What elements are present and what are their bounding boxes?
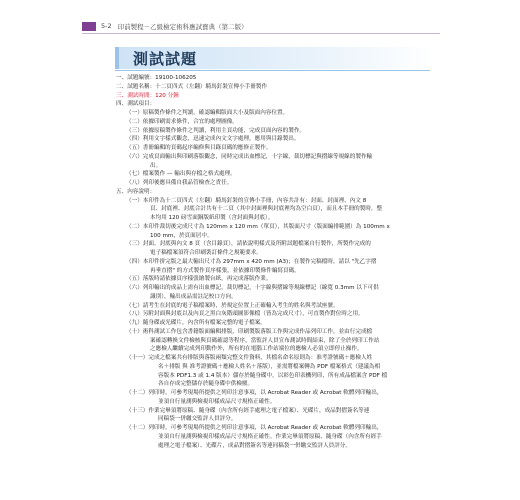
text-line: （十二）列印時，可參考現場所提供之列印注意事項，以 Acrobat Reader 或 Acrobat 軟體列印輸出， <box>126 390 383 396</box>
text-line: （十三）作業完畢須將原稿、隨身碟（內含所有經手處理之電子檔案）、光碟片，成品對摺簽名等連 <box>126 407 370 414</box>
text-line: （六）列印輸出的成品上需有出血標記，裁切標記，十字線與摺線等規線標記（線寬 0.3mm 以下可供 <box>126 285 379 291</box>
text-line: （七）檔案製作 — 輸出與存檔之格式處理。 <box>126 171 236 178</box>
text-line: 一、試題編號：19100-106205 <box>116 75 197 81</box>
section-title-band <box>115 47 434 69</box>
text-line: （十二）列印時，可參考現場所提供之列印注意事項，以 Acrobat Reader 或 Acrobat 軟體列印輸出， <box>126 425 383 431</box>
text-line: （四）本印件拼完版之最大輸出尺寸為 297mm x 420 mm (A3)；在製作完稿檔時，請以 "先乙字摺 <box>126 258 377 265</box>
text-line: 同稿袋一併繳交監評人員評分。 <box>158 416 237 423</box>
section-title: 測試試題 <box>133 50 198 68</box>
text-line: 五、內容說明： <box>116 188 156 195</box>
text-line: （八）列印後應具備自我品管檢查之責任。 <box>126 180 233 186</box>
text-line: 電子稿檔案須符合印刷裝訂條件之規範要求。 <box>150 250 262 256</box>
page-number: 5-2 <box>101 22 112 30</box>
text-line: 並須自行量測與檢視印樣成品尺寸規格正確性。作業完畢須將原稿、隨身碟（內含所有經手 <box>158 433 382 440</box>
text-line: 識別），輸出成品需註記校口方向。 <box>150 293 237 300</box>
text-line: 100 mm，於頁面居中。 <box>150 232 213 239</box>
page-header <box>82 20 248 32</box>
text-line: （五）書冊編輯的頁碼起序編修與目錄頁碼的應修正製作。 <box>126 145 272 151</box>
text-line: （八）另附封面與封底以及內頁之黑白灰階頭圖影像檔（皆為完成尺寸），可直製作對位時之用。 <box>126 311 364 318</box>
text-line: （七）請考生在封底的電子稿檔案時，於規定位置上正確輸入考生的姓名與考試座號。 <box>126 302 339 309</box>
text-line: 容版本 PDF1.3 或 1.4 版本）儲存於隨身碟中，以彩色印表機列印，所有成品檔案含 PDF 檔 <box>158 372 388 379</box>
text-line: （三）封面、封底與內文 8 頁（含目錄頁），請依說明樣式及所附試題檔案自行製作，所製作完成的 <box>126 241 371 248</box>
text-line: （一）本印件為十二頁四式（左翻）騎馬釘裝的宣傳小手冊，內容共計有：封面、封面裡、內文 8 <box>126 197 367 204</box>
title-divider <box>115 70 430 71</box>
text-line: （一）原稿製作條件之判讀，確認編輯版面大小及版面內容位置。 <box>126 110 289 116</box>
text-line: 二、試題名稱：十二頁四式（左翻）騎馬釘裝宣傳小手冊製作 <box>116 83 268 90</box>
text-line: 頁、封底裡、封底合計共有十二頁（其中封面裡與封底裡均為空白頁），而且本手冊的製時，整 <box>150 206 383 213</box>
text-line: 出。 <box>150 162 162 169</box>
text-line: 之應檢人繼續完成列印動作外，所有的在電腦工作站端位的應檢人必須立即停止操作。 <box>150 346 363 353</box>
text-line: （二）本印件裁切後完成尺寸為 120mm x 120 mm（單頁），其版面尺寸（版面編排範圍）為 100mm x <box>126 223 390 230</box>
text-line: （三）依據原稿製作條件之判讀，利用主頁功能，完成頁面內容的製作。 <box>126 127 306 134</box>
text-line: （九）隨身碟或光碟片，內含所有檔案完整的電子檔案。 <box>126 320 266 326</box>
text-line: （十）術科測試工作包含書籍版面編輯排版，印刷製版落版工作與完成作品列印工作，並由行完成檔 <box>126 328 373 335</box>
text-line: （四）利用文字樣式觀念，迅速完成內文文字處理，應用與目錄製出。 <box>126 136 300 143</box>
text-line: 再垂直摺" 的方式製作頁序樣張，並依據印製條件編寫頁碼。 <box>150 267 300 274</box>
text-line: 處理之電子檔案）、光碟片，成品對摺簽名等連同稿袋一併繳交監評人員評分。 <box>158 442 351 449</box>
document-body <box>116 74 430 450</box>
text-line: （六）完成頁面輸出與印刷落版觀念，同時完成出血標記，十字線，裁切標記與摺線等規線的製作輸 <box>126 153 373 160</box>
text-line: 本均用 120 磅雪面銅版紙印製（含封面與封底）。 <box>150 215 274 221</box>
text-line: （十一）完成之檔案共有排版與落版兩類完整文件資料，其檔名命名原則為：准考證號碼＋應檢人姓 <box>126 355 373 361</box>
text-line: 並須自行量測與檢視印樣成品尺寸規格正確性。 <box>158 398 276 405</box>
running-title: 印前製程－乙級檢定術科應試寶典（第二版） <box>117 22 248 31</box>
text-line: 各自存成完整儲存於隨身碟中供檢覈。 <box>158 381 254 388</box>
text-line: 三、測試時間：120 分鐘 <box>116 92 179 99</box>
header-divider <box>82 33 440 34</box>
text-line: 案確認轉換文件檢核與頁碼確認等程序，當監評人員宣布測試時間結束，除了全於列印工作站 <box>150 337 380 344</box>
text-line: （五）落版時請依據頁序樣張繪製台紙，再完成落版作業。 <box>126 276 272 283</box>
header-color-bar <box>82 22 96 31</box>
text-line: 四、測試項目： <box>116 101 156 108</box>
text-line: 名＋排版 與 准考證號碼＋應檢人姓名＋落版），並需將檔案轉為 PDF 檔案格式（建議為相 <box>158 363 381 370</box>
text-line: （二）依據印刷需求條件，合宜的處理圖像。 <box>126 118 238 125</box>
